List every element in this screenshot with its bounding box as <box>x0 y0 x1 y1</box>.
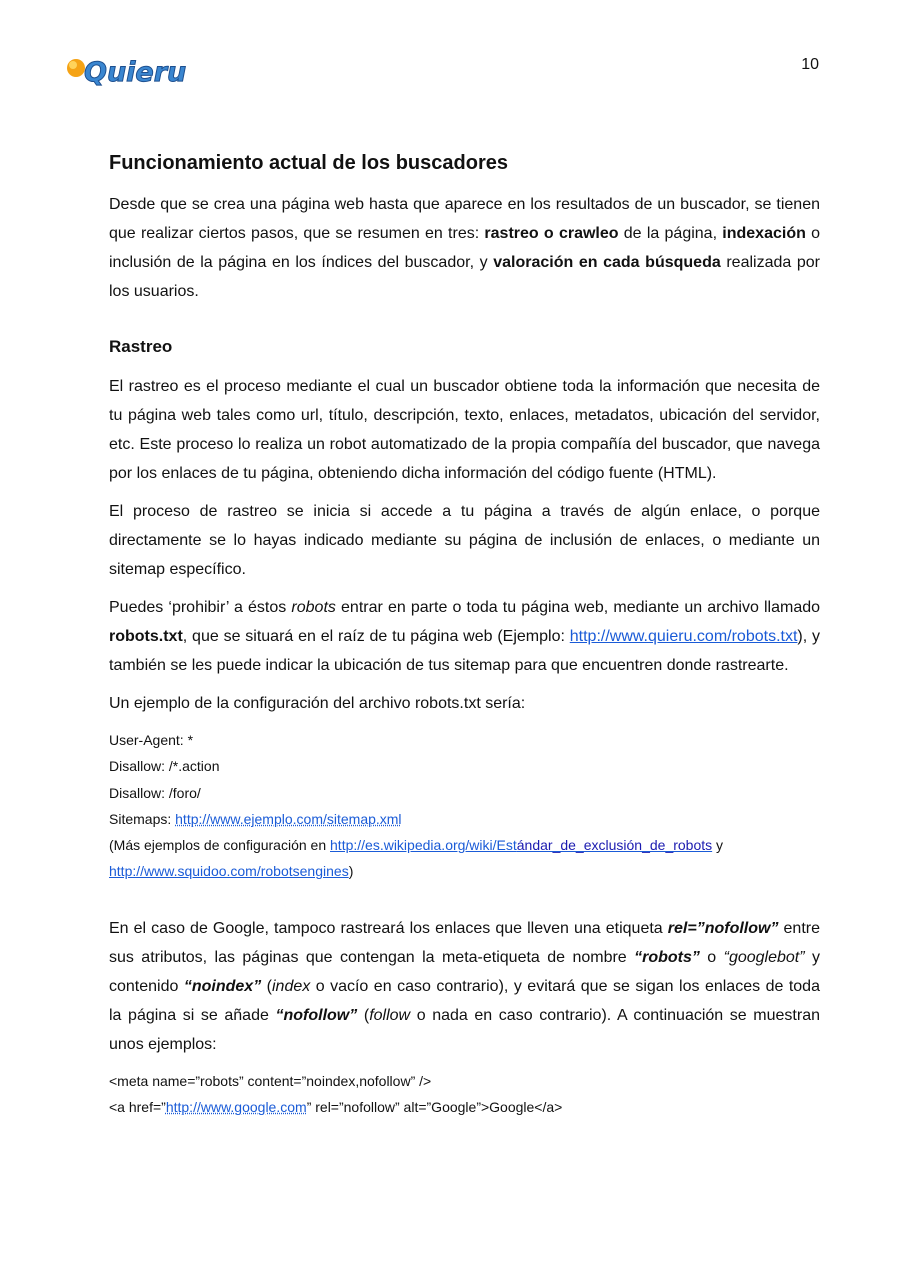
bold-italic-run: “nofollow” <box>275 1006 358 1024</box>
italic-run: “googlebot” <box>723 948 805 966</box>
wikipedia-link[interactable] <box>330 837 712 853</box>
google-link[interactable]: http://www.google.com <box>165 1099 307 1116</box>
subsection-title: Rastreo <box>109 337 173 356</box>
squidoo-link[interactable]: http://www.squidoo.com/robotsengines <box>109 863 349 880</box>
rastreo-paragraph-2: El proceso de rastreo se inicia si accede a tu página a través de algún enlace, o porque directamente se lo hayas indicado mediante su página de inclusión de enlaces, o mediante un sitemap específico. <box>109 503 820 578</box>
text-run: ) <box>348 863 354 880</box>
text-run: de la página, <box>618 225 723 242</box>
intro-paragraph <box>109 190 820 306</box>
text-run: o nada en caso contrario). A continuación se muestran unos ejemplos: <box>109 1006 820 1053</box>
text-run: ( <box>357 1006 370 1024</box>
rastreo-paragraph-1: El rastreo es el proceso mediante el cual un buscador obtiene toda la información que necesita de tu página web tales como url, título, descripción, texto, enlaces, metadatos, ubicación del servidor, etc. Este proceso lo realiza un robot automatizado de la propia compañía del buscador, que navega por los enlaces de tu página, obteniendo dicha información del código fuente (HTML). <box>109 378 820 482</box>
bold-run: valoración en cada búsqueda <box>493 254 721 271</box>
more-examples-note <box>109 832 820 885</box>
robots-txt-link[interactable]: http://www.quieru.com/robots.txt <box>569 628 798 645</box>
text-run: En el caso de Google, tampoco rastreará los enlaces que lleven una etiqueta <box>109 919 668 937</box>
italic-run: robots <box>291 599 336 616</box>
logo-text: Quieru <box>84 57 187 88</box>
link-part: http://es.wikipedia.org/wiki/Est <box>330 837 517 854</box>
text-run: Puedes ‘prohibir’ a éstos <box>109 599 292 616</box>
link-part: ándar_de_exclusión_de_robots <box>516 837 713 854</box>
page-content <box>109 150 820 1120</box>
text-run: y <box>712 837 724 854</box>
bold-run: robots.txt <box>109 628 183 645</box>
code-line: Disallow: /*.action <box>109 758 220 775</box>
code-line <box>109 806 820 832</box>
code-line <box>109 1094 820 1120</box>
section-title: Funcionamiento actual de los buscadores <box>109 152 508 174</box>
text-run: ( <box>261 977 272 995</box>
bold-run: rastreo o crawleo <box>484 225 619 242</box>
text-run: , que se situará en el raíz de tu página web (Ejemplo: <box>182 628 570 645</box>
text-run: entre sus atributos, las páginas que contengan la meta-etiqueta de nombre <box>109 919 820 966</box>
logo-sun-icon <box>67 59 85 77</box>
page-number: 10 <box>801 56 819 73</box>
text-run: o vacío en caso contrario), y evitará que se sigan los enlaces de toda la página si se añade <box>109 977 820 1024</box>
text-run: Desde que se crea una página web hasta que aparece en los resultados de un buscador, se tienen que realizar ciertos pasos, que se resumen en tres: <box>109 196 820 242</box>
bold-run: indexación <box>722 225 806 242</box>
italic-run: index <box>272 977 311 995</box>
code-line: Disallow: /foro/ <box>109 784 201 801</box>
robots-example-block <box>109 727 820 885</box>
text-run: ” rel=”nofollow” alt=”Google”>Google</a> <box>306 1099 563 1116</box>
bold-italic-run: “noindex” <box>183 977 262 995</box>
html-example-block <box>109 1068 820 1121</box>
bold-italic-run: rel=”nofollow” <box>667 919 779 937</box>
robots-paragraph <box>109 593 820 680</box>
text-run: entrar en parte o toda tu página web, mediante un archivo llamado <box>335 599 821 616</box>
example-intro: Un ejemplo de la configuración del archivo robots.txt sería: <box>109 695 526 712</box>
quieru-logo <box>64 50 188 96</box>
sitemap-link[interactable]: http://www.ejemplo.com/sitemap.xml <box>175 810 402 827</box>
text-run: realizada por los usuarios. <box>109 254 820 300</box>
code-line: User-Agent: * <box>109 732 194 748</box>
bold-italic-run: “robots” <box>634 948 700 966</box>
text-run: (Más ejemplos de configuración en <box>109 837 331 854</box>
text-run: o inclusión de la página en los índices del buscador, y <box>109 225 821 271</box>
google-paragraph <box>109 914 820 1059</box>
text-run: ), y también se les puede indicar la ubicación de tus sitemap para que encuentren donde rastrearte. <box>109 628 821 674</box>
text-run: o <box>699 948 724 966</box>
italic-run: follow <box>369 1006 411 1024</box>
text-run: y contenido <box>109 948 820 995</box>
text-run: Sitemaps: <box>109 810 176 827</box>
code-line: <meta name=”robots” content=”noindex,nofollow” /> <box>109 1072 432 1089</box>
text-run: <a href=” <box>109 1099 166 1116</box>
